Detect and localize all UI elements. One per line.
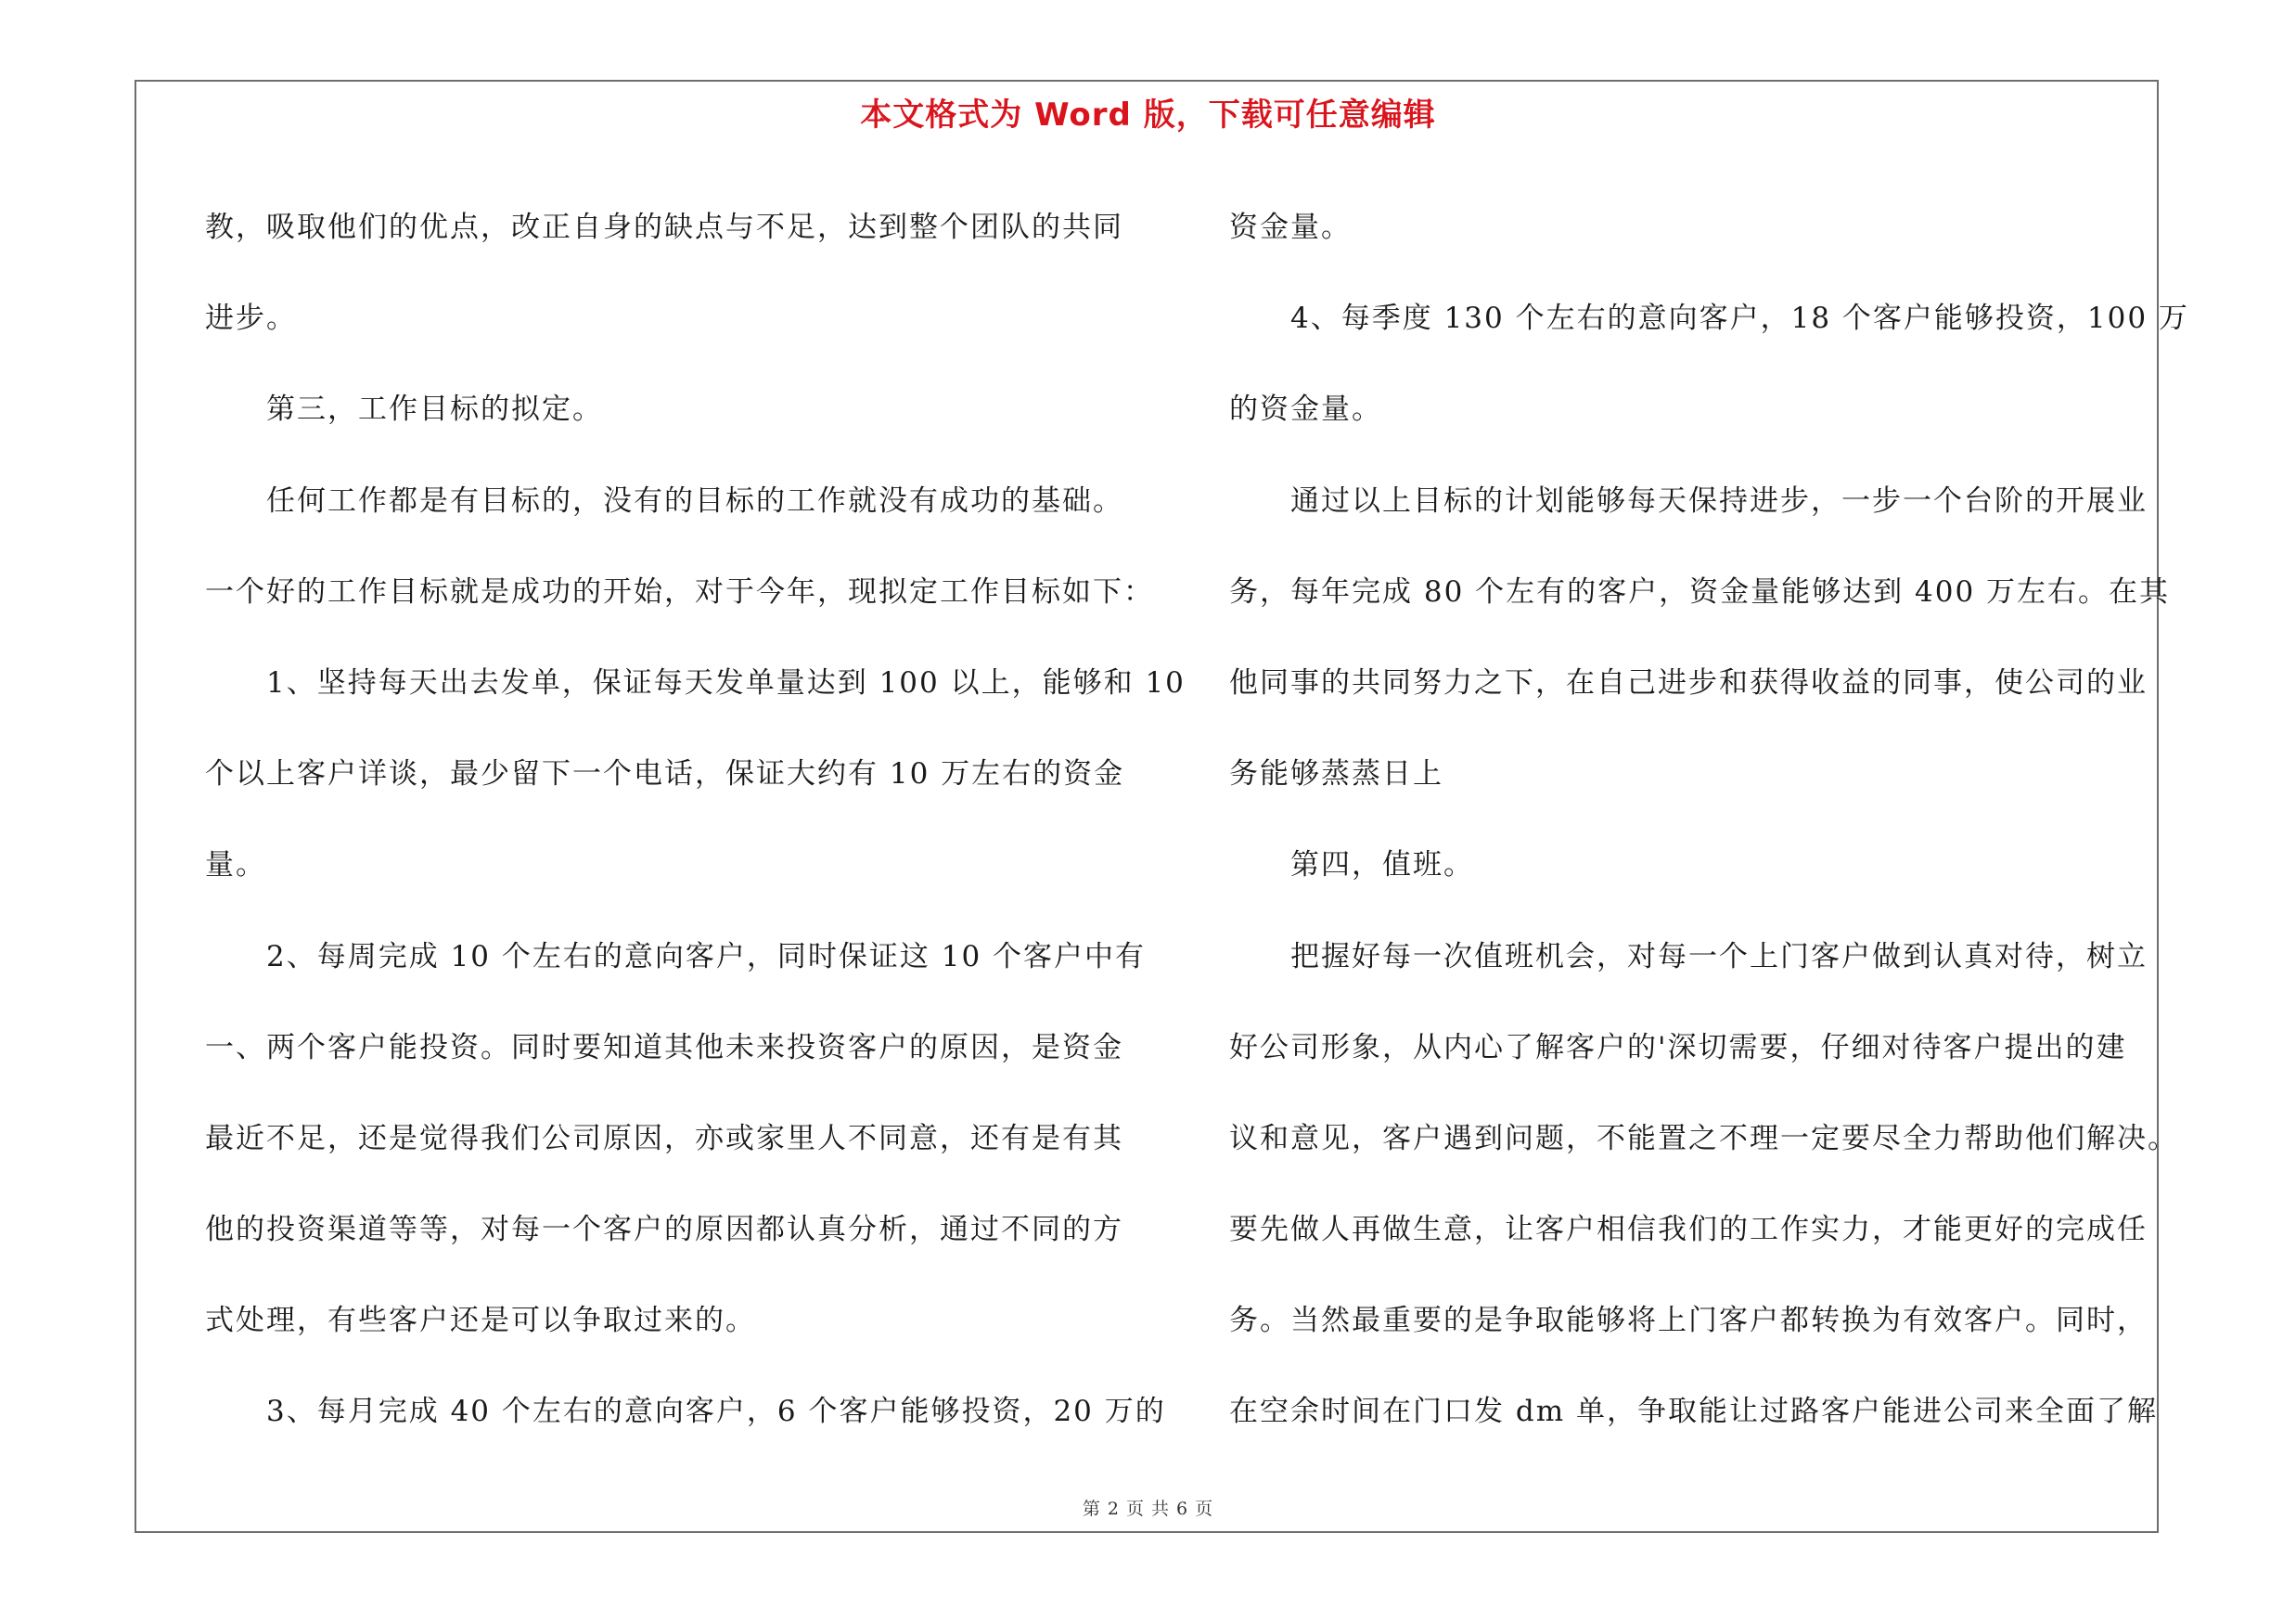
text-line: 一、两个客户能投资。同时要知道其他未来投资客户的原因，是资金 xyxy=(205,1030,1123,1064)
word-format-banner: 本文格式为 Word 版，下载可任意编辑 xyxy=(860,97,1436,134)
text-line: 3、每月完成 40 个左右的意向客户，6 个客户能够投资，20 万的 xyxy=(266,1395,1166,1429)
right-text-column xyxy=(1229,182,2189,1458)
text-line: 议和意见，客户遇到问题，不能置之不理一定要尽全力帮助他们解决。 xyxy=(1229,1121,2178,1155)
text-line: 通过以上目标的计划能够每天保持进步，一步一个台阶的开展业 xyxy=(1290,483,2148,518)
text-line: 任何工作都是有目标的，没有的目标的工作就没有成功的基础。 xyxy=(266,483,1123,518)
text-line: 他的投资渠道等等，对每一个客户的原因都认真分析，通过不同的方 xyxy=(205,1213,1123,1247)
text-line: 进步。 xyxy=(205,302,297,336)
text-line: 2、每周完成 10 个左右的意向客户，同时保证这 10 个客户中有 xyxy=(266,939,1147,973)
text-line: 要先做人再做生意，让客户相信我们的工作实力，才能更好的完成任 xyxy=(1229,1213,2148,1247)
left-text-column xyxy=(205,182,1186,1458)
section-heading: 第四，值班。 xyxy=(1290,848,1474,882)
text-line: 务能够蒸蒸日上 xyxy=(1229,757,1443,792)
text-line: 务，每年完成 80 个左有的客户，资金量能够达到 400 万左右。在其 xyxy=(1229,574,2171,609)
text-line: 最近不足，还是觉得我们公司原因，亦或家里人不同意，还有是有其 xyxy=(205,1121,1123,1155)
section-heading: 第三，工作目标的拟定。 xyxy=(266,393,603,427)
text-line: 他同事的共同努力之下，在自己进步和获得收益的同事，使公司的业 xyxy=(1229,665,2148,700)
text-line: 资金量。 xyxy=(1229,211,1352,244)
text-line: 务。当然最重要的是争取能够将上门客户都转换为有效客户。同时， xyxy=(1229,1304,2148,1338)
text-line: 式处理，有些客户还是可以争取过来的。 xyxy=(205,1304,756,1338)
text-line: 4、每季度 130 个左右的意向客户，18 个客户能够投资，100 万 xyxy=(1290,302,2189,336)
text-line: 好公司形象，从内心了解客户的'深切需要，仔细对待客户提出的建 xyxy=(1229,1030,2127,1064)
text-line: 一个好的工作目标就是成功的开始，对于今年，现拟定工作目标如下： xyxy=(205,574,1154,609)
page-number-footer: 第 2 页 共 6 页 xyxy=(1082,1499,1214,1519)
text-line: 1、坚持每天出去发单，保证每天发单量达到 100 以上，能够和 10 xyxy=(266,665,1186,700)
text-line: 个以上客户详谈，最少留下一个电话，保证大约有 10 万左右的资金 xyxy=(205,757,1125,792)
text-line: 量。 xyxy=(205,848,266,882)
text-line: 教，吸取他们的优点，改正自身的缺点与不足，达到整个团队的共同 xyxy=(205,211,1123,244)
text-line: 的资金量。 xyxy=(1229,393,1382,427)
text-line: 在空余时间在门口发 dm 单，争取能让过路客户能进公司来全面了解 xyxy=(1229,1395,2158,1429)
text-line: 把握好每一次值班机会，对每一个上门客户做到认真对待，树立 xyxy=(1290,939,2148,973)
